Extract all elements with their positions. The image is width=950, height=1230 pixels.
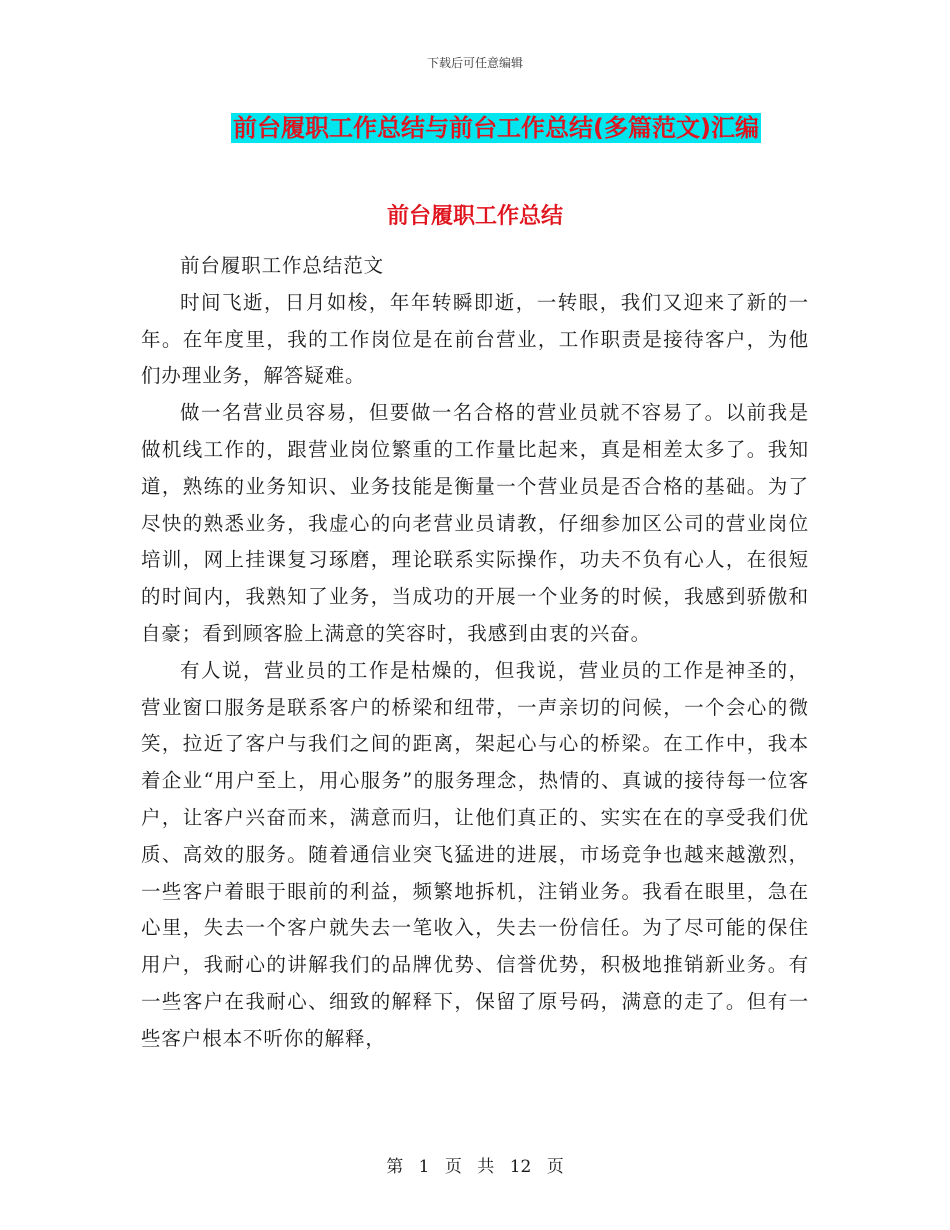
page-label-mid: 页 xyxy=(444,1157,462,1177)
page-footer xyxy=(0,1152,950,1177)
main-title-text: 前台履职工作总结与前台工作总结(多篇范文)汇编 xyxy=(233,114,759,142)
paragraph-3: 有人说，营业员的工作是枯燥的，但我说，营业员的工作是神圣的，营业窗口服务是联系客户的桥梁和纽带，一声亲切的问候，一个会心的微笑，拉近了客户与我们之间的距离，架起心与心的桥梁。在工作中，我本着企业“用户至上，用心服务”的服务理念，热情的、真诚的接待每一位客户，让客户兴奋而来，满意而归，让他们真正的、实实在在的享受我们优质、高效的服务。随着通信业突飞猛进的进展，市场竞争也越来越激烈，一些客户着眼于眼前的利益，频繁地拆机，注销业务。我看在眼里，急在心里，失去一个客户就失去一笔收入，失去一份信任。为了尽可能的保住用户，我耐心的讲解我们的品牌优势、信誉优势，积极地推销新业务。有一些客户在我耐心、细致的解释下，保留了原号码，满意的走了。但有一些客户根本不听你的解释， xyxy=(141,658,809,1050)
page-label-prefix: 第 xyxy=(386,1157,404,1177)
main-title xyxy=(0,113,950,146)
total-label: 共 xyxy=(477,1157,495,1177)
total-pages-number: 12 xyxy=(509,1157,532,1177)
page-label-suffix: 页 xyxy=(546,1157,564,1177)
current-page-number: 1 xyxy=(418,1157,430,1177)
paragraph-1: 时间飞逝，日月如梭，年年转瞬即逝，一转眼，我们又迎来了新的一年。在年度里，我的工作岗位是在前台营业，工作职责是接待客户，为他们办理业务，解答疑难。 xyxy=(141,290,809,388)
header-note: 下载后可任意编辑 xyxy=(426,56,523,70)
document-subtitle: 前台履职工作总结范文 xyxy=(180,254,385,277)
document-body xyxy=(141,248,809,1058)
paragraph-2: 做一名营业员容易，但要做一名合格的营业员就不容易了。以前我是做机线工作的，跟营业岗位繁重的工作量比起来，真是相差太多了。我知道，熟练的业务知识、业务技能是衡量一个营业员是否合格的基础。为了尽快的熟悉业务，我虚心的向老营业员请教，仔细参加区公司的营业岗位培训，网上挂课复习琢磨，理论联系实际操作，功夫不负有心人，在很短的时间内，我熟知了业务，当成功的开展一个业务的时候，我感到骄傲和自豪；看到顾客脸上满意的笑容时，我感到由衷的兴奋。 xyxy=(141,401,809,645)
section-title: 前台履职工作总结 xyxy=(386,204,563,229)
